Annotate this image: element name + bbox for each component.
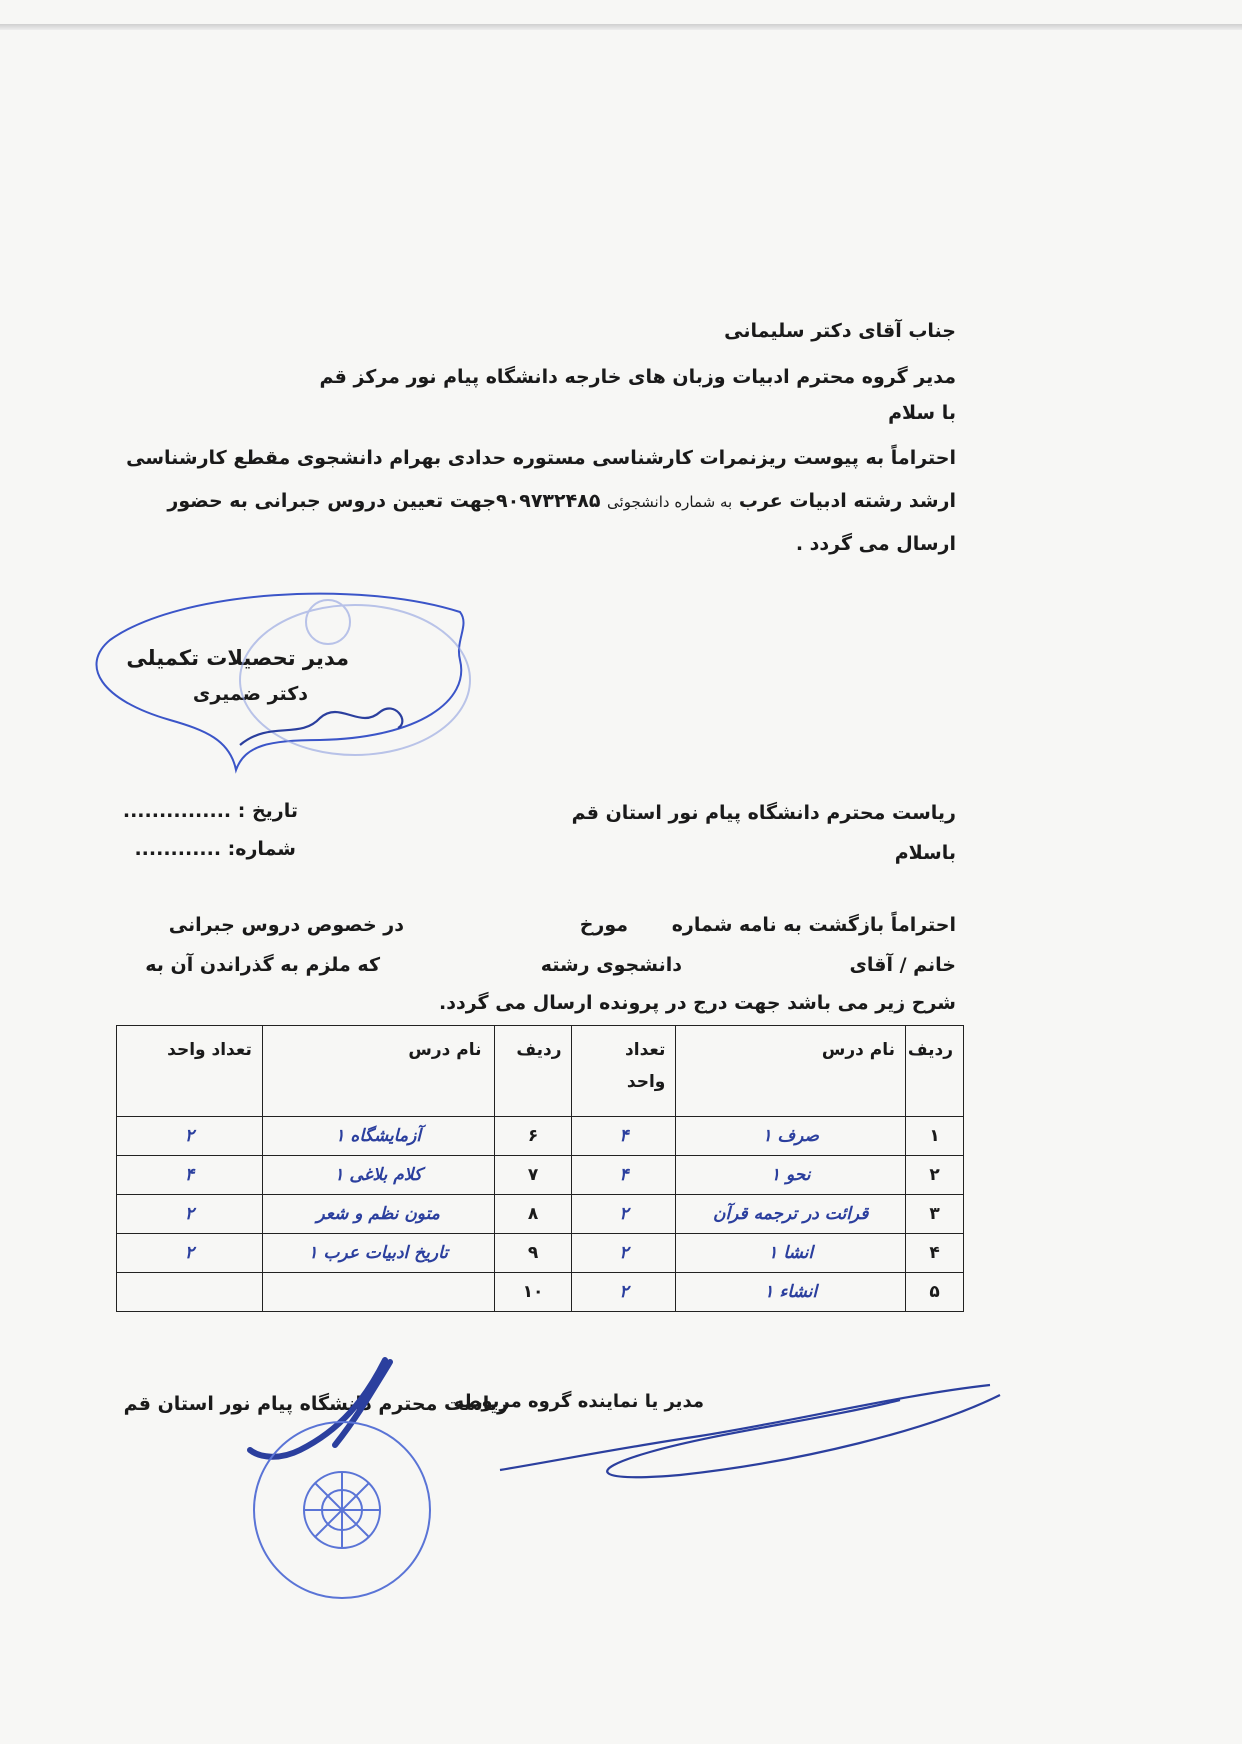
- cell-row-left: ۶: [494, 1117, 572, 1156]
- cell-course-left: آزمایشگاه ۱: [262, 1117, 494, 1156]
- date-field: تاریخ : ...............: [122, 800, 298, 822]
- cell-units-right: ۲: [572, 1234, 676, 1273]
- table-header-row: [117, 1026, 964, 1117]
- form-line-2-c: که ملزم به گذراندن آن به: [145, 954, 380, 976]
- cell-units-right: ۴: [572, 1117, 676, 1156]
- cell-units-left: [117, 1273, 263, 1312]
- cell-units-right: ۲: [572, 1273, 676, 1312]
- cell-row-right: ۱: [906, 1117, 964, 1156]
- cell-units-left: ۴: [117, 1156, 263, 1195]
- courses-table: [116, 1025, 964, 1312]
- table-row: [117, 1234, 964, 1273]
- body-line-2-small: به شماره دانشجوئی: [607, 493, 733, 511]
- cell-course-left: کلام بلاغی ۱: [262, 1156, 494, 1195]
- body-line-3: ارسال می گردد .: [795, 533, 956, 555]
- table-row: [117, 1156, 964, 1195]
- cell-row-left: ۹: [494, 1234, 572, 1273]
- cell-row-right: ۲: [906, 1156, 964, 1195]
- cell-course-right: انشا ۱: [676, 1234, 906, 1273]
- university-seal: [254, 1422, 430, 1598]
- body-line-2-start: ارشد رشته ادبیات عرب: [738, 490, 956, 512]
- cell-course-left: متون نظم و شعر: [262, 1195, 494, 1234]
- header-course-right: نام درس: [676, 1026, 906, 1117]
- form-addressee: ریاست محترم دانشگاه پیام نور استان قم: [571, 802, 956, 824]
- cell-course-left: [262, 1273, 494, 1312]
- form-line-1-c: در خصوص دروس جبرانی: [168, 914, 404, 936]
- recipient-title: مدیر گروه محترم ادبیات وزبان های خارجه دانشگاه پیام نور مرکز قم: [319, 366, 956, 388]
- header-units-right-1: تعداد: [625, 1040, 666, 1060]
- cell-course-right: صرف ۱: [676, 1117, 906, 1156]
- table-row: [117, 1117, 964, 1156]
- form-line-1-b: مورخ: [579, 914, 628, 936]
- faint-stamp: [240, 600, 470, 755]
- form-line-3: شرح زیر می باشد جهت درج در پرونده ارسال می گردد.: [439, 992, 956, 1014]
- cell-row-left: ۸: [494, 1195, 572, 1234]
- cell-course-left: تاریخ ادبیات عرب ۱: [262, 1234, 494, 1273]
- left-signer: ریاست محترم دانشگاه پیام نور استان قم: [123, 1393, 508, 1415]
- form-line-2-a: خانم / آقای: [849, 954, 956, 976]
- body-line-1: احتراماً به پیوست ریزنمرات کارشناسی مستوره حدادی بهرام دانشجوی مقطع کارشناسی: [126, 447, 956, 469]
- cell-row-right: ۵: [906, 1273, 964, 1312]
- header-row-left: ردیف: [494, 1026, 572, 1117]
- cell-units-right: ۲: [572, 1195, 676, 1234]
- greeting: با سلام: [888, 402, 956, 424]
- right-signer: مدیر یا نماینده گروه مربوطه: [453, 1391, 704, 1412]
- cell-units-left: ۲: [117, 1234, 263, 1273]
- salutation: جناب آقای دکتر سلیمانی: [724, 320, 956, 342]
- signature-bubble: [97, 594, 464, 770]
- scan-edge: [0, 24, 1242, 30]
- stamp-title: مدیر تحصیلات تکمیلی: [126, 646, 349, 670]
- table-row: [117, 1273, 964, 1312]
- form-line-2-b: دانشجوی رشته: [540, 954, 682, 976]
- handwritten-signature: [240, 708, 402, 745]
- cell-row-right: ۴: [906, 1234, 964, 1273]
- header-units-right-2: واحد: [626, 1072, 666, 1092]
- number-field: شماره: ............: [134, 838, 296, 860]
- cell-course-right: نحو ۱: [676, 1156, 906, 1195]
- cell-row-left: ۱۰: [494, 1273, 572, 1312]
- cell-row-left: ۷: [494, 1156, 572, 1195]
- cell-course-right: قرائت در ترجمه قرآن: [676, 1195, 906, 1234]
- cell-row-right: ۳: [906, 1195, 964, 1234]
- header-course-left: نام درس: [262, 1026, 494, 1117]
- cell-units-left: ۲: [117, 1117, 263, 1156]
- table-row: [117, 1195, 964, 1234]
- header-row-right: ردیف: [906, 1026, 964, 1117]
- header-units-right: [572, 1026, 676, 1117]
- form-greeting: باسلام: [894, 842, 956, 864]
- cell-units-left: ۲: [117, 1195, 263, 1234]
- body-line-2-end: ۹۰۹۷۳۲۴۸۵جهت تعیین دروس جبرانی به حضور: [167, 490, 601, 512]
- body-line-2: [167, 492, 956, 511]
- header-units-left: تعداد واحد: [117, 1026, 263, 1117]
- cell-units-right: ۴: [572, 1156, 676, 1195]
- cell-course-right: انشاء ۱: [676, 1273, 906, 1312]
- stamp-name: دکتر ضمیری: [192, 683, 308, 705]
- form-line-1-a: احتراماً بازگشت به نامه شماره: [671, 914, 956, 936]
